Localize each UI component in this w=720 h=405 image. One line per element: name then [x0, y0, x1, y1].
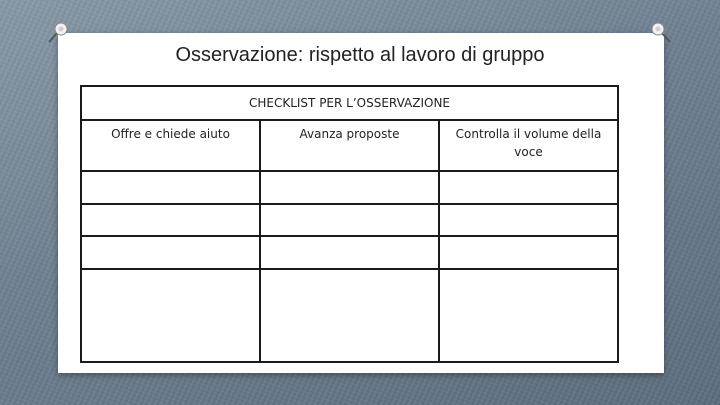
table-cell[interactable] [81, 204, 260, 237]
column-header-avanza: Avanza proposte [260, 120, 439, 172]
table-row [81, 171, 618, 204]
table-cell[interactable] [260, 236, 439, 269]
table-cell[interactable] [439, 171, 618, 204]
table-cell[interactable] [439, 204, 618, 237]
table-cell[interactable] [439, 269, 618, 362]
table-row [81, 269, 618, 362]
table-cell[interactable] [81, 236, 260, 269]
pin-icon [648, 20, 674, 46]
table-cell[interactable] [260, 171, 439, 204]
table-cell[interactable] [260, 269, 439, 362]
table-cell[interactable] [81, 269, 260, 362]
caption-row [81, 86, 618, 120]
table-cell[interactable] [439, 236, 618, 269]
table-cell[interactable] [260, 204, 439, 237]
checklist-caption: CHECKLIST PER L’OSSERVAZIONE [81, 86, 618, 120]
column-header-controlla: Controlla il volume della voce [439, 120, 618, 172]
pin-icon [45, 20, 71, 46]
table-row [81, 236, 618, 269]
table-cell[interactable] [81, 171, 260, 204]
column-header-row [81, 120, 618, 172]
column-header-offre: Offre e chiede aiuto [81, 120, 260, 172]
checklist-table [80, 85, 619, 363]
table-row [81, 204, 618, 237]
slide-title: Osservazione: rispetto al lavoro di gruppo [175, 44, 545, 66]
